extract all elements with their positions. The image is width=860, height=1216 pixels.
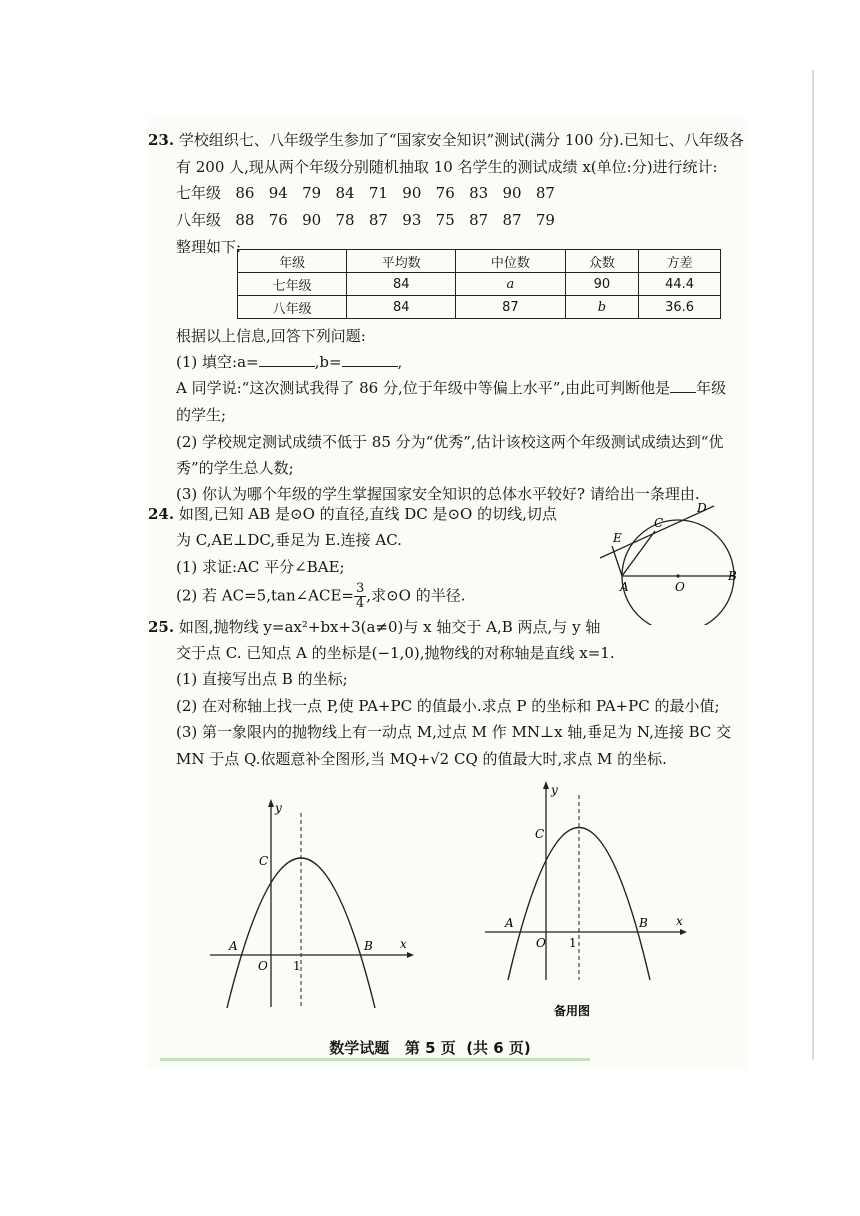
q24-part2-b: ,求⊙O 的半径. [366, 586, 466, 605]
table-header-row [238, 250, 721, 273]
answer-blank-grade[interactable] [670, 376, 696, 393]
q25-part3-b: MN 于点 Q.依题意补全图形,当 MQ+√2 CQ 的值最大时,求点 M 的坐标. [176, 750, 667, 768]
table-cell: b [565, 296, 639, 319]
question-23-parts [148, 324, 748, 504]
q23-part1-d: 的学生; [176, 406, 227, 424]
label-e: E [613, 531, 622, 545]
label-d: D [697, 501, 707, 515]
label-o: O [258, 959, 268, 973]
table-cell: 84 [347, 296, 456, 319]
table-cell: 44.4 [639, 273, 721, 296]
grade8-scores: 88 76 90 78 87 93 75 87 87 79 [235, 211, 555, 229]
label-b: B [364, 939, 373, 953]
q24-line1: 如图,已知 AB 是⊙O 的直径,直线 DC 是⊙O 的切线,切点 [178, 505, 557, 523]
table-row [238, 296, 721, 319]
table-header: 平均数 [347, 250, 456, 273]
table-header: 众数 [565, 250, 639, 273]
q25-line1: 如图,抛物线 y=ax²+bx+3(a≠0)与 x 轴交于 A,B 两点,与 y 轴 [178, 618, 601, 636]
x-axis-arrow [407, 952, 414, 958]
table-cell: 84 [347, 273, 456, 296]
scan-artifact-line [160, 1058, 590, 1061]
q25-part3-a: (3) 第一象限内的抛物线上有一动点 M,过点 M 作 MN⊥x 轴,垂足为 N,连接 BC 交 [176, 723, 732, 741]
q25-part2: (2) 在对称轴上找一点 P,使 PA+PC 的值最小.求点 P 的坐标和 PA+PC 的最小值; [176, 697, 720, 715]
grade8-label: 八年级 [176, 211, 222, 229]
label-b: B [728, 569, 737, 583]
parabola-figure-main [205, 795, 420, 1010]
q23-prompt: 根据以上信息,回答下列问题: [176, 327, 366, 345]
q24-line2: 为 C,AE⊥DC,垂足为 E.连接 AC. [176, 531, 402, 549]
q25-number: 25. [148, 618, 175, 636]
q23-part1-b: ,b= [314, 353, 342, 371]
table-header: 中位数 [456, 250, 565, 273]
label-c: C [654, 516, 664, 530]
table-cell: a [456, 273, 565, 296]
q23-part3: (3) 你认为哪个年级的学生掌握国家安全知识的总体水平较好? 请给出一条理由. [176, 485, 700, 503]
label-o: O [675, 580, 685, 594]
answer-blank-a[interactable] [259, 350, 315, 367]
q25-line2: 交于点 C. 已知点 A 的坐标是(−1,0),抛物线的对称轴是直线 x=1. [176, 644, 615, 662]
y-axis-arrow [543, 781, 549, 789]
q23-part1-end: , [397, 353, 403, 371]
center-point [676, 574, 679, 577]
q25-part1: (1) 直接写出点 B 的坐标; [176, 670, 348, 688]
table-cell: 90 [565, 273, 639, 296]
fraction-numerator: 3 [356, 581, 365, 596]
label-y: y [551, 783, 558, 797]
label-o: O [536, 936, 546, 950]
label-c: C [259, 854, 269, 868]
scan-edge [812, 70, 814, 1060]
q23-line2: 有 200 人,现从两个年级分别随机抽取 10 名学生的测试成绩 x(单位:分)进行统计: [176, 158, 718, 176]
q24-part1: (1) 求证:AC 平分∠BAE; [176, 558, 345, 576]
q23-number: 23. [148, 131, 175, 149]
q23-part2-b: 秀”的学生总人数; [176, 459, 294, 477]
label-b: B [639, 916, 648, 930]
x-axis-arrow [680, 929, 687, 935]
label-a: A [229, 939, 238, 953]
label-a: A [620, 580, 629, 594]
label-a: A [505, 916, 514, 930]
parabola-figure-backup [480, 775, 695, 1020]
fraction-denominator: 4 [356, 596, 365, 611]
q23-part1-c: A 同学说:“这次测试我得了 86 分,位于年级中等偏上水平”,由此可判断他是 [176, 379, 671, 397]
table-cell: 八年级 [238, 296, 347, 319]
q23-part1-a: (1) 填空:a= [176, 353, 259, 371]
backup-figure-caption: 备用图 [554, 1004, 591, 1018]
table-header: 年级 [238, 250, 347, 273]
stats-table [237, 249, 721, 319]
table-cell: 七年级 [238, 273, 347, 296]
q23-line1: 学校组织七、八年级学生参加了“国家安全知识”测试(满分 100 分).已知七、八年级各 [178, 131, 744, 149]
grade7-label: 七年级 [176, 184, 222, 202]
q23-part2-a: (2) 学校规定测试成绩不低于 85 分为“优秀”,估计该校这两个年级测试成绩达到“优 [176, 433, 724, 451]
circle-figure [592, 500, 750, 625]
answer-blank-b[interactable] [342, 350, 398, 367]
question-25 [148, 615, 748, 775]
label-x: x [400, 937, 407, 951]
circle-o [622, 520, 734, 625]
fraction-3-4 [354, 582, 366, 611]
y-axis-arrow [268, 799, 274, 807]
table-row [238, 273, 721, 296]
table-header: 方差 [639, 250, 721, 273]
label-one: 1 [293, 959, 301, 973]
q23-part1-c-end: 年级 [696, 379, 727, 397]
table-cell: 87 [456, 296, 565, 319]
question-24 [148, 502, 588, 612]
label-x: x [676, 914, 683, 928]
label-c: C [535, 827, 545, 841]
q24-part2-a: (2) 若 AC=5,tan∠ACE= [176, 586, 355, 605]
label-y: y [275, 801, 282, 815]
grade7-scores: 86 94 79 84 71 90 76 83 90 87 [235, 184, 555, 202]
organize-label: 整理如下: [176, 238, 242, 256]
page-footer: 数学试题 第 5 页 (共 6 页) [329, 1039, 531, 1057]
table-cell: 36.6 [639, 296, 721, 319]
q24-number: 24. [148, 505, 175, 523]
label-one: 1 [569, 936, 577, 950]
